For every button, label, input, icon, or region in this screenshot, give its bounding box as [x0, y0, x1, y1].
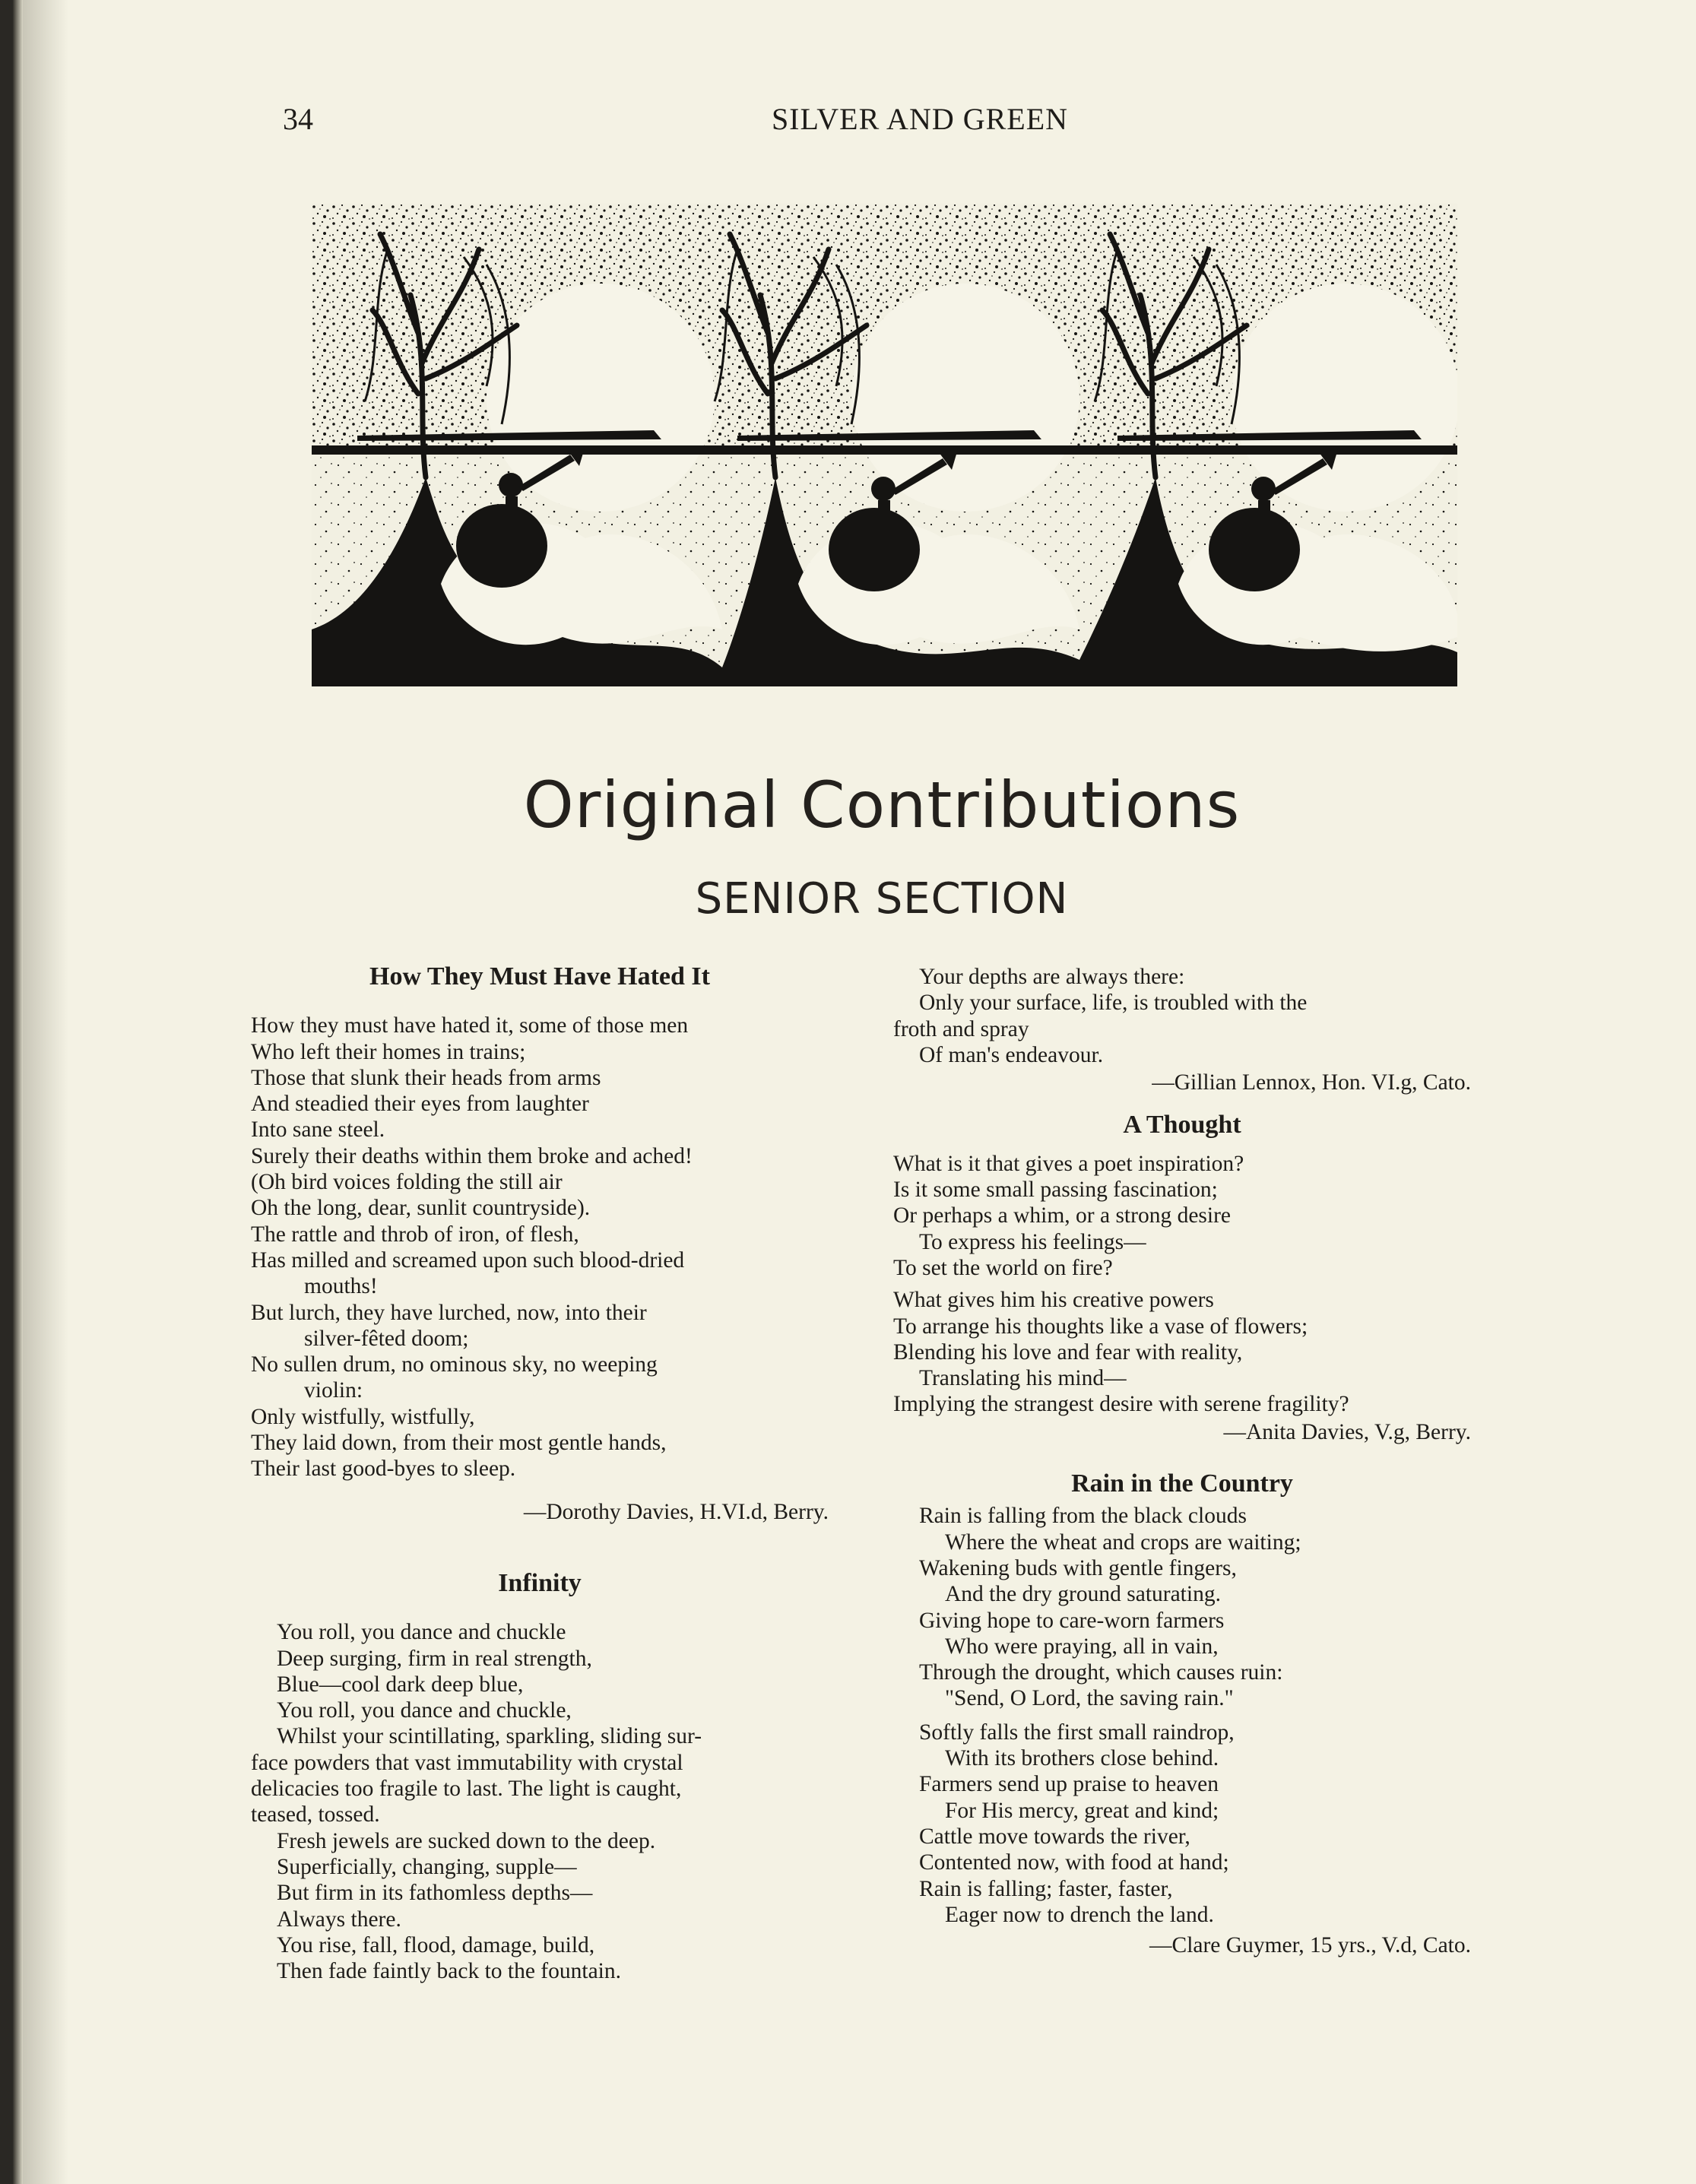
poem-title: A Thought: [1123, 1111, 1241, 1140]
poem-line: Farmers send up praise to heaven: [919, 1772, 1219, 1797]
poem-line: For His mercy, great and kind;: [945, 1798, 1219, 1823]
poem-line: With its brothers close behind.: [945, 1746, 1219, 1771]
poem-line: Softly falls the first small raindrop,: [919, 1720, 1235, 1745]
poem-line: You rise, fall, flood, damage, build,: [277, 1932, 595, 1957]
poem-line: Whilst your scintillating, sparkling, sliding sur-: [277, 1724, 702, 1749]
poem-title: Rain in the Country: [1071, 1469, 1293, 1498]
poem-line: Wakening buds with gentle fingers,: [919, 1555, 1237, 1580]
poem-line: Into sane steel.: [251, 1117, 385, 1143]
page-number: 34: [283, 102, 313, 136]
poem-title: Infinity: [498, 1568, 582, 1597]
poem-line: The rattle and throb of iron, of flesh,: [251, 1222, 579, 1247]
poem-line: Superficially, changing, supple—: [277, 1854, 577, 1879]
poem-body: [893, 1503, 1471, 1928]
poem-line: Rain is falling from the black clouds: [919, 1504, 1247, 1529]
poem-line: Then fade faintly back to the fountain.: [277, 1959, 621, 1984]
poem-line: How they must have hated it, some of those men: [251, 1013, 689, 1038]
poem-line: Implying the strangest desire with serene fragility?: [893, 1392, 1349, 1417]
book-binding-edge: [0, 0, 23, 2184]
poem-line: But firm in its fathomless depths—: [277, 1881, 593, 1906]
poem-line: Cattle move towards the river,: [919, 1824, 1190, 1849]
poem-body: [251, 1619, 859, 1984]
poem-author: —Anita Davies, V.g, Berry.: [1223, 1419, 1471, 1444]
poem-line: Giving hope to care-worn farmers: [919, 1608, 1225, 1633]
poem-line: Who were praying, all in vain,: [945, 1634, 1219, 1659]
poem-line: Has milled and screamed upon such blood-dried: [251, 1247, 685, 1273]
poem-line: They laid down, from their most gentle hands,: [251, 1431, 667, 1456]
poem-line: Their last good-byes to sleep.: [251, 1457, 516, 1482]
poem-line: Rain is falling; faster, faster,: [919, 1876, 1173, 1901]
poem-line: Of man's endeavour.: [919, 1042, 1104, 1067]
poem-line: What gives him his creative powers: [893, 1288, 1214, 1313]
poem-line: "Send, O Lord, the saving rain.": [945, 1686, 1234, 1711]
poem-line: Blending his love and fear with reality,: [893, 1339, 1243, 1365]
banner-illustration: [312, 204, 1457, 686]
poem-author: —Dorothy Davies, H.VI.d, Berry.: [523, 1499, 829, 1524]
poem-line: To set the world on fire?: [893, 1255, 1113, 1280]
poem-line: You roll, you dance and chuckle: [277, 1620, 566, 1645]
poem-line: Only your surface, life, is troubled with the: [919, 991, 1308, 1016]
poem-line: And the dry ground saturating.: [945, 1582, 1221, 1607]
poem-line: You roll, you dance and chuckle,: [277, 1698, 572, 1723]
poem-line: Through the drought, which causes ruin:: [919, 1660, 1283, 1685]
poem-line: Always there.: [277, 1907, 401, 1932]
poem-line: Oh the long, dear, sunlit countryside).: [251, 1196, 591, 1221]
poem-line: Or perhaps a whim, or a strong desire: [893, 1203, 1232, 1228]
poem-line: Deep surging, firm in real strength,: [277, 1646, 592, 1671]
poem-line: froth and spray: [893, 1016, 1029, 1041]
right-column: [893, 964, 1471, 1958]
poem-line: And steadied their eyes from laughter: [251, 1092, 589, 1117]
poem-line: Those that slunk their heads from arms: [251, 1065, 601, 1090]
poem-line: Blue—cool dark deep blue,: [277, 1672, 524, 1697]
poem-line: Your depths are always there:: [919, 965, 1185, 989]
poem-line: Surely their deaths within them broke and ached!: [251, 1143, 693, 1168]
poem-line: Contented now, with food at hand;: [919, 1850, 1229, 1875]
poem-line: Who left their homes in trains;: [251, 1039, 526, 1064]
poem-line: Where the wheat and crops are waiting;: [945, 1529, 1301, 1555]
poem-body: [251, 1013, 859, 1482]
poem-line: No sullen drum, no ominous sky, no weeping: [251, 1352, 658, 1377]
poem-author: —Clare Guymer, 15 yrs., V.d, Cato.: [1149, 1933, 1471, 1958]
poem-author: —Gillian Lennox, Hon. VI.g, Cato.: [1152, 1070, 1471, 1095]
poem-line: Only wistfully, wistfully,: [251, 1404, 475, 1429]
poem-line: Translating his mind—: [919, 1366, 1127, 1391]
poem-line: face powders that vast immutability with crystal: [251, 1750, 683, 1775]
poem-line: Eager now to drench the land.: [945, 1902, 1214, 1927]
page-gutter-shadow: [23, 0, 68, 2184]
poem-line: To arrange his thoughts like a vase of flowers;: [893, 1314, 1308, 1339]
poem-line: Fresh jewels are sucked down to the deep.: [277, 1828, 656, 1853]
left-column: [251, 964, 859, 1984]
poem-title: How They Must Have Hated It: [369, 962, 710, 991]
poem-line: silver-fêted doom;: [304, 1326, 469, 1351]
poem-line: (Oh bird voices folding the still air: [251, 1170, 563, 1195]
poem-body-continued: [893, 964, 1471, 1068]
main-title: Original Contributions: [523, 768, 1241, 842]
poem-line: To express his feelings—: [919, 1229, 1146, 1254]
poem-line: But lurch, they have lurched, now, into their: [251, 1300, 647, 1325]
poem-line: Is it some small passing fascination;: [893, 1178, 1218, 1203]
poem-line: teased, tossed.: [251, 1802, 380, 1827]
poem-line: violin:: [304, 1378, 363, 1403]
running-title: SILVER AND GREEN: [771, 102, 1069, 136]
poem-body: [893, 1151, 1471, 1418]
poem-line: mouths!: [304, 1274, 378, 1299]
poem-line: What is it that gives a poet inspiration?: [893, 1151, 1244, 1176]
section-title: SENIOR SECTION: [695, 874, 1069, 924]
poem-line: delicacies too fragile to last. The light is caught,: [251, 1777, 682, 1802]
